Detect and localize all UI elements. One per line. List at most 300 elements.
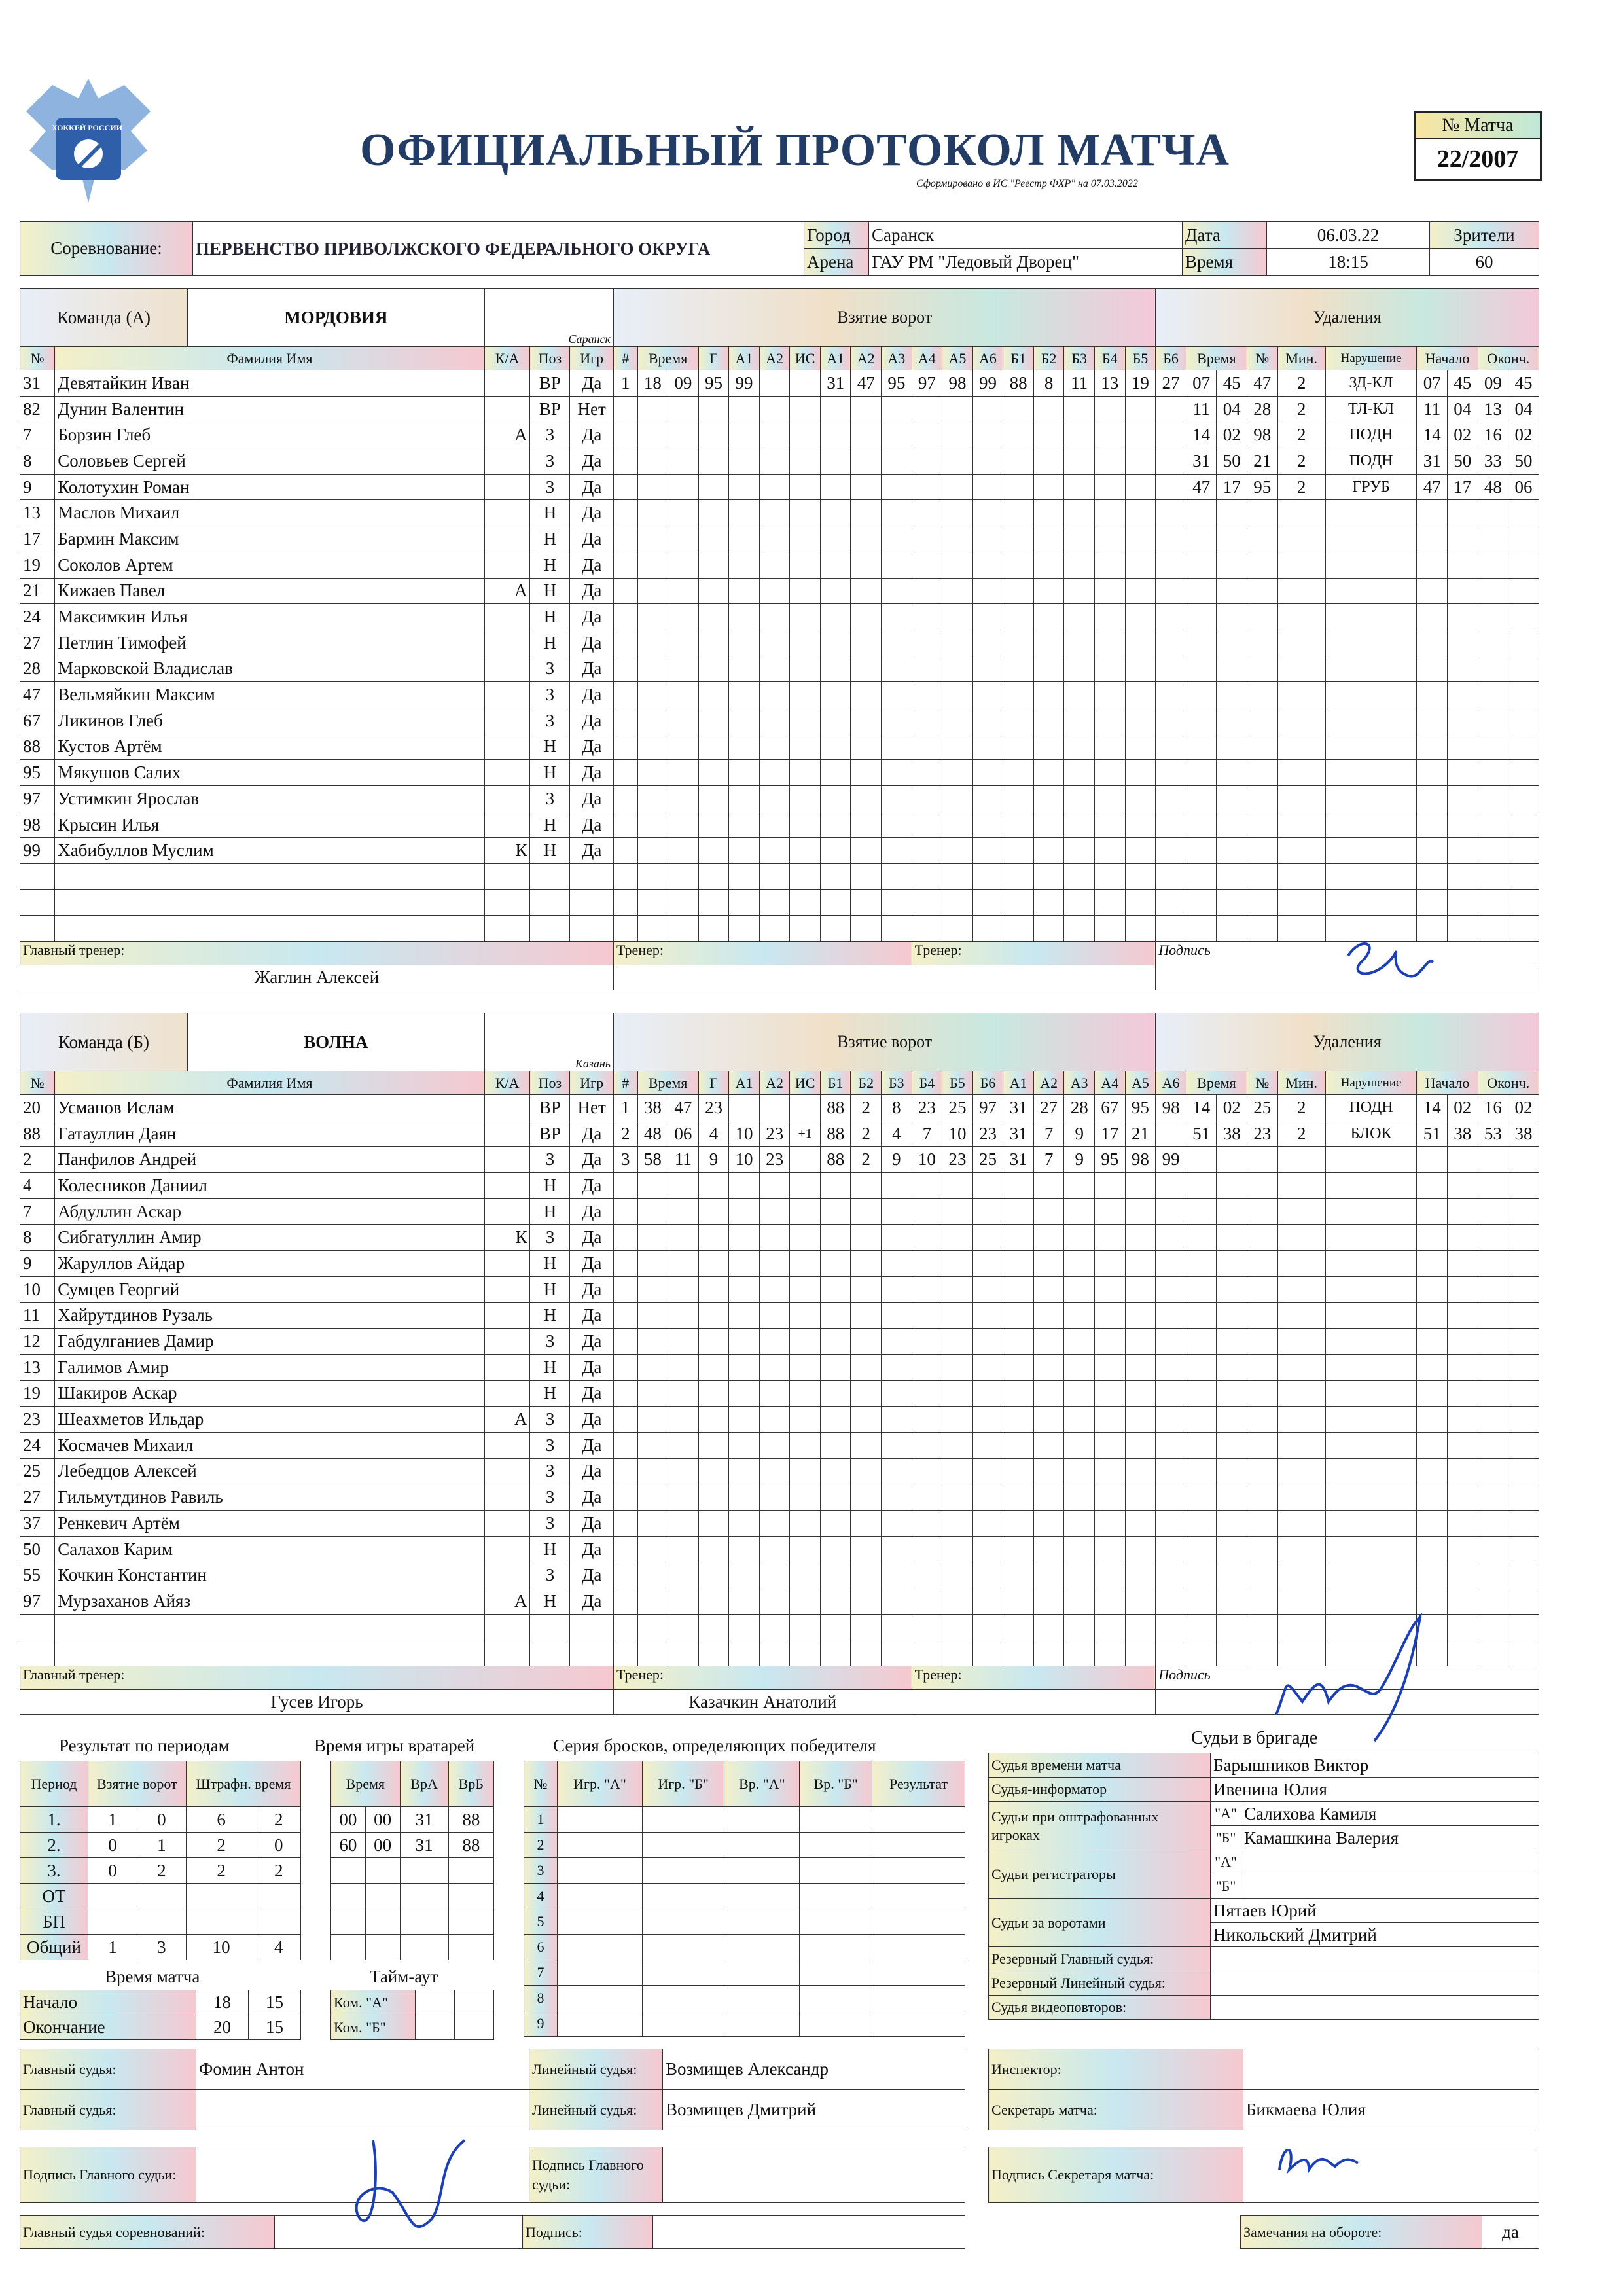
goal-onice-defending (1125, 1354, 1156, 1380)
pen-start-min (1417, 1562, 1448, 1588)
pen-minutes (1277, 1329, 1325, 1355)
goal-onice-defending (1033, 889, 1064, 916)
goal-onice-defending (1094, 578, 1125, 604)
goal-onice-defending (1033, 1458, 1064, 1484)
goal-onice-scoring (882, 1588, 912, 1615)
pen-end-sec (1508, 760, 1539, 786)
pen-violation (1325, 889, 1417, 916)
goal-onice-scoring (882, 604, 912, 630)
goal-onice-scoring (972, 1432, 1003, 1458)
pen-violation (1325, 864, 1417, 890)
pen-end-min: 13 (1478, 396, 1508, 422)
goal-onice-scoring (912, 682, 942, 708)
goal-onice-defending (1064, 708, 1095, 734)
federation-logo (20, 72, 157, 216)
match-time-title: Время матча (105, 1967, 200, 1986)
goal-onice-defending (1033, 1407, 1064, 1433)
goal-onice-scoring: 7 (912, 1121, 942, 1147)
goal-number (613, 889, 637, 916)
pen-end-sec (1508, 1562, 1539, 1588)
goal-onice-defending (1033, 864, 1064, 890)
goal-onice-defending (1094, 889, 1125, 916)
pen-end-min (1478, 578, 1508, 604)
brigade-title: Судьи в бригаде (1191, 1728, 1318, 1748)
player-name: Бармин Максим (55, 526, 484, 552)
player-captain (484, 734, 530, 760)
player-captain (484, 1614, 530, 1640)
pen-second (1217, 1225, 1247, 1251)
goal-onice-scoring (942, 1198, 973, 1225)
player-played: Да (570, 1276, 614, 1302)
goal-onice-defending (1156, 760, 1186, 786)
goal-onice-defending (1003, 1511, 1034, 1537)
pen-end-min (1478, 1614, 1508, 1640)
period-value: 0 (88, 1858, 137, 1884)
pen-minutes (1277, 604, 1325, 630)
pen-end-sec (1508, 656, 1539, 682)
pen-end-min (1478, 1251, 1508, 1277)
player-position: ВР (530, 1121, 570, 1147)
goal-onice-scoring (972, 1640, 1003, 1666)
goal-minute: 38 (637, 1095, 668, 1121)
goal-onice-scoring (820, 1640, 851, 1666)
shootout-cell (642, 1909, 724, 1935)
player-played (570, 1640, 614, 1666)
goal-second (668, 1251, 699, 1277)
goal-onice-defending (1033, 474, 1064, 500)
gk-h-a: ВрА (400, 1761, 448, 1807)
goal-onice-scoring (942, 1354, 973, 1380)
goal-onice-scoring (912, 916, 942, 942)
player-captain (484, 1536, 530, 1562)
goal-scorer (698, 708, 729, 734)
shootout-cell (724, 2011, 800, 2037)
goal-onice-scoring (851, 422, 882, 448)
col-pen-violation: Нарушение (1325, 1071, 1417, 1095)
goal-scorer: 9 (698, 1147, 729, 1173)
pen-second: 17 (1217, 474, 1247, 500)
shootout-row-num: 5 (524, 1909, 558, 1935)
player-number: 55 (20, 1562, 55, 1588)
goal-onice-scoring (912, 760, 942, 786)
pen-end-sec (1508, 1407, 1539, 1433)
goal-situation (790, 1198, 821, 1225)
goal-assist-1 (729, 1511, 760, 1537)
col-pen-time: Время (1186, 347, 1247, 370)
goal-onice-defending: 7 (1033, 1147, 1064, 1173)
periods-h-period: Период (20, 1761, 88, 1807)
goal-minute (637, 708, 668, 734)
shootout-cell (872, 1960, 965, 1986)
goal-onice-defending (1125, 786, 1156, 812)
goal-second: 11 (668, 1147, 699, 1173)
goal-number (613, 734, 637, 760)
pen-start-min (1417, 1225, 1448, 1251)
goal-second (668, 1432, 699, 1458)
goal-onice-scoring (882, 1511, 912, 1537)
line-ref-label-1: Линейный судья: (529, 2049, 663, 2090)
goal-number (613, 1562, 637, 1588)
col-pen-start: Начало (1417, 347, 1478, 370)
goal-onice-defending (1125, 1302, 1156, 1329)
pen-minute (1186, 864, 1217, 890)
shootout-header: Игр. "Б" (642, 1761, 724, 1807)
pen-start-min (1417, 812, 1448, 838)
goal-assist-1 (729, 760, 760, 786)
goal-number (613, 656, 637, 682)
pen-start-sec (1447, 604, 1478, 630)
goal-onice-defending (1156, 422, 1186, 448)
goal-onice-defending (1094, 1458, 1125, 1484)
goal-onice-defending (1003, 812, 1034, 838)
goal-minute (637, 526, 668, 552)
pen-end-min (1478, 734, 1508, 760)
goal-onice-scoring (912, 474, 942, 500)
goal-onice-scoring (972, 578, 1003, 604)
goal-onice-defending (1033, 1276, 1064, 1302)
gk-time-cell (448, 1858, 493, 1884)
goal-assist-1 (729, 1407, 760, 1433)
col-onice-a: А6 (972, 347, 1003, 370)
pen-player (1247, 682, 1277, 708)
pen-second (1217, 552, 1247, 578)
goal-onice-scoring (820, 1407, 851, 1433)
pen-player (1247, 500, 1277, 526)
player-captain (484, 500, 530, 526)
shootout-cell (558, 1884, 643, 1909)
goal-onice-defending (1064, 1173, 1095, 1199)
goal-onice-scoring (851, 682, 882, 708)
goal-onice-defending (1125, 1198, 1156, 1225)
goal-onice-defending (1003, 396, 1034, 422)
pen-minute (1186, 1484, 1217, 1511)
goal-assist-2 (759, 526, 790, 552)
pen-start-min (1417, 604, 1448, 630)
goal-onice-defending (1064, 552, 1095, 578)
goal-assist-2 (759, 708, 790, 734)
goal-onice-scoring (882, 786, 912, 812)
pen-start-sec (1447, 786, 1478, 812)
match-end-minute: 15 (249, 2015, 301, 2040)
goal-onice-scoring (942, 1225, 973, 1251)
goal-second: 06 (668, 1121, 699, 1147)
goal-onice-scoring (882, 1302, 912, 1329)
goal-onice-defending (1125, 682, 1156, 708)
goal-onice-scoring (972, 1276, 1003, 1302)
goal-onice-defending (1156, 474, 1186, 500)
goal-onice-scoring (882, 578, 912, 604)
goal-number (613, 1536, 637, 1562)
goal-second (668, 604, 699, 630)
goal-number (613, 838, 637, 864)
pen-minutes (1277, 838, 1325, 864)
pen-minutes (1277, 578, 1325, 604)
goal-onice-defending (1094, 838, 1125, 864)
goal-situation (790, 1095, 821, 1121)
pen-minute (1186, 1302, 1217, 1329)
player-number (20, 916, 55, 942)
pen-minute (1186, 526, 1217, 552)
penalty-b-marker: "Б" (1211, 1826, 1241, 1850)
col-ka: К/А (484, 1071, 530, 1095)
player-number: 99 (20, 838, 55, 864)
goal-scorer (698, 1562, 729, 1588)
pen-player: 47 (1247, 370, 1277, 397)
pen-minute (1186, 838, 1217, 864)
goal-second (668, 1614, 699, 1640)
goal-onice-defending (1064, 1251, 1095, 1277)
goal-onice-scoring (912, 1484, 942, 1511)
goal-onice-scoring (972, 760, 1003, 786)
inspector-name (1243, 2049, 1539, 2090)
goal-onice-scoring (912, 448, 942, 475)
pen-violation (1325, 656, 1417, 682)
shootout-row-num: 2 (524, 1833, 558, 1858)
goal-onice-defending: 67 (1094, 1095, 1125, 1121)
goal-onice-defending (1003, 1562, 1034, 1588)
player-number: 50 (20, 1536, 55, 1562)
pen-minutes (1277, 1536, 1325, 1562)
period-value (257, 1884, 300, 1909)
col-goal-num: # (613, 347, 637, 370)
pen-start-min (1417, 1536, 1448, 1562)
goal-scorer (698, 656, 729, 682)
goal-onice-defending (1003, 916, 1034, 942)
goal-onice-defending (1064, 1407, 1095, 1433)
gk-time-cell (448, 1935, 493, 1960)
goal-situation (790, 1354, 821, 1380)
match-start-minute: 15 (249, 1990, 301, 2015)
pen-start-min (1417, 760, 1448, 786)
gk-time-cell (331, 1935, 366, 1960)
pen-end-sec (1508, 864, 1539, 890)
goal-scorer (698, 578, 729, 604)
pen-start-sec (1447, 1251, 1478, 1277)
pen-minute (1186, 916, 1217, 942)
goal-onice-scoring: 31 (820, 370, 851, 397)
goal-number (613, 604, 637, 630)
pen-violation (1325, 1329, 1417, 1355)
shootout-cell (724, 1858, 800, 1884)
goal-situation (790, 1173, 821, 1199)
goal-onice-scoring (942, 708, 973, 734)
shootout-cell (642, 1807, 724, 1833)
goal-onice-scoring (972, 1302, 1003, 1329)
goal-onice-defending (1094, 604, 1125, 630)
timeout-a-label: Ком. "А" (331, 1990, 416, 2015)
goal-onice-scoring: 23 (972, 1121, 1003, 1147)
pen-end-sec (1508, 1276, 1539, 1302)
goal-onice-scoring (851, 1458, 882, 1484)
goal-onice-defending (1156, 1407, 1186, 1433)
goal-onice-scoring (820, 552, 851, 578)
goal-onice-scoring (972, 1407, 1003, 1433)
goal-onice-defending (1003, 1640, 1034, 1666)
shootout-header: № (524, 1761, 558, 1807)
pen-second: 04 (1217, 396, 1247, 422)
goal-onice-defending: 88 (1003, 370, 1034, 397)
col-goal-a1: А1 (729, 347, 760, 370)
shootout-cell (558, 1986, 643, 2011)
player-played: Да (570, 578, 614, 604)
pen-player (1247, 1432, 1277, 1458)
goal-judges-label: Судьи за воротами (989, 1899, 1211, 1947)
goal-onice-scoring (882, 708, 912, 734)
pen-end-sec (1508, 1614, 1539, 1640)
goal-onice-scoring (882, 760, 912, 786)
pen-second (1217, 682, 1247, 708)
goal-onice-defending (1003, 604, 1034, 630)
goal-onice-defending (1064, 578, 1095, 604)
shootout-cell (724, 1986, 800, 2011)
goal-onice-scoring (912, 734, 942, 760)
goal-onice-scoring: 95 (882, 370, 912, 397)
pen-end-sec (1508, 786, 1539, 812)
shootout-cell (800, 1986, 872, 2011)
goal-assist-1 (729, 578, 760, 604)
goal-minute (637, 578, 668, 604)
shootout-cell (642, 1833, 724, 1858)
col-goal-a2: А2 (759, 347, 790, 370)
goal-onice-defending (1156, 1511, 1186, 1537)
goal-minute (637, 1225, 668, 1251)
formed-note: Сформировано в ИС "Реестр ФХР" на 07.03.2022 (916, 178, 1138, 189)
goal-onice-scoring (851, 1432, 882, 1458)
goal-minute (637, 1640, 668, 1666)
pen-start-sec (1447, 1380, 1478, 1407)
goal-assist-2: 23 (759, 1121, 790, 1147)
team_b-pen-title: Удаления (1156, 1013, 1539, 1071)
col-onice-b: Б5 (1125, 347, 1156, 370)
goal-onice-defending (1033, 656, 1064, 682)
goal-onice-defending (1003, 708, 1034, 734)
shootout-row-num: 7 (524, 1960, 558, 1986)
goal-minute (637, 1562, 668, 1588)
goal-situation (790, 370, 821, 397)
pen-start-min: 14 (1417, 1095, 1448, 1121)
goal-onice-defending (1156, 1614, 1186, 1640)
period-value (186, 1909, 257, 1935)
goal-situation (790, 604, 821, 630)
player-name: Шакиров Аскар (55, 1380, 484, 1407)
goal-onice-defending (1125, 526, 1156, 552)
goal-onice-defending (1003, 474, 1034, 500)
goal-number (613, 474, 637, 500)
player-name: Кустов Артём (55, 734, 484, 760)
pen-player (1247, 1225, 1277, 1251)
goal-assist-2 (759, 1354, 790, 1380)
player-played: Да (570, 786, 614, 812)
goal-second (668, 422, 699, 448)
match-end-hour: 20 (196, 2015, 249, 2040)
goal-onice-scoring (851, 1276, 882, 1302)
pen-start-sec: 38 (1447, 1121, 1478, 1147)
pen-end-min (1478, 552, 1508, 578)
player-name: Шеахметов Ильдар (55, 1407, 484, 1433)
goal-second (668, 1329, 699, 1355)
goal-onice-defending (1003, 1198, 1034, 1225)
goal-second (668, 734, 699, 760)
pen-start-sec: 04 (1447, 396, 1478, 422)
pen-start-min (1417, 1173, 1448, 1199)
pen-violation (1325, 682, 1417, 708)
penalty-judges-label: Судьи при оштрафованных игроках (989, 1802, 1211, 1850)
player-captain (484, 1380, 530, 1407)
player-captain (484, 370, 530, 397)
goal-situation (790, 1562, 821, 1588)
goal-minute (637, 1536, 668, 1562)
period-value: 2 (186, 1833, 257, 1858)
pen-minutes (1277, 1354, 1325, 1380)
pen-violation (1325, 1173, 1417, 1199)
penalty-a-marker: "А" (1211, 1802, 1241, 1826)
goal-onice-scoring (972, 1251, 1003, 1277)
shootout-table (524, 1761, 965, 2037)
goal-onice-scoring (972, 526, 1003, 552)
goal-onice-scoring (820, 1198, 851, 1225)
goal-onice-defending (1033, 682, 1064, 708)
period-value: 1 (88, 1935, 137, 1960)
goal-second: 09 (668, 370, 699, 397)
player-position: Н (530, 812, 570, 838)
goal-onice-defending (1094, 682, 1125, 708)
goal-onice-defending: 21 (1125, 1121, 1156, 1147)
goal-onice-scoring (972, 889, 1003, 916)
pen-end-sec (1508, 1147, 1539, 1173)
col-goal-time: Время (637, 347, 698, 370)
goal-onice-scoring (882, 656, 912, 682)
goal-onice-defending (1033, 448, 1064, 475)
pen-minutes (1277, 1484, 1325, 1511)
goal-assist-1 (729, 734, 760, 760)
pen-second (1217, 1432, 1247, 1458)
goal-minute (637, 1432, 668, 1458)
gk-time-cell (331, 1884, 366, 1909)
goal-onice-defending (1125, 838, 1156, 864)
player-played: Да (570, 526, 614, 552)
goal-onice-scoring (942, 1511, 973, 1537)
goal-onice-defending: 7 (1033, 1121, 1064, 1147)
goal-onice-scoring (882, 1329, 912, 1355)
player-captain: А (484, 422, 530, 448)
pen-minutes (1277, 1458, 1325, 1484)
goal-onice-defending (1125, 604, 1156, 630)
goal-onice-scoring (912, 786, 942, 812)
goal-onice-defending: 28 (1064, 1095, 1095, 1121)
goal-onice-scoring: 23 (942, 1147, 973, 1173)
col-onice-a: Б3 (882, 1071, 912, 1095)
team_b-head-coach-label: Главный тренер: (20, 1666, 614, 1690)
goal-onice-scoring (972, 1511, 1003, 1537)
player-name: Гильмутдинов Равиль (55, 1484, 484, 1511)
goal-second (668, 1484, 699, 1511)
player-captain (484, 1302, 530, 1329)
goal-onice-scoring (820, 448, 851, 475)
col-goal-g: Г (698, 1071, 729, 1095)
player-played: Нет (570, 396, 614, 422)
date-value: 06.03.22 (1267, 222, 1430, 249)
pen-end-sec (1508, 1511, 1539, 1537)
player-position (530, 1640, 570, 1666)
sign-main-label-1: Подпись Главного судьи: (20, 2147, 196, 2203)
col-num: № (20, 1071, 55, 1095)
player-name: Мурзаханов Айяз (55, 1588, 484, 1615)
goal-onice-defending (1094, 1588, 1125, 1615)
goal-assist-2 (759, 1329, 790, 1355)
goal-onice-defending (1125, 864, 1156, 890)
goal-onice-defending (1156, 682, 1186, 708)
goal-onice-scoring (942, 578, 973, 604)
